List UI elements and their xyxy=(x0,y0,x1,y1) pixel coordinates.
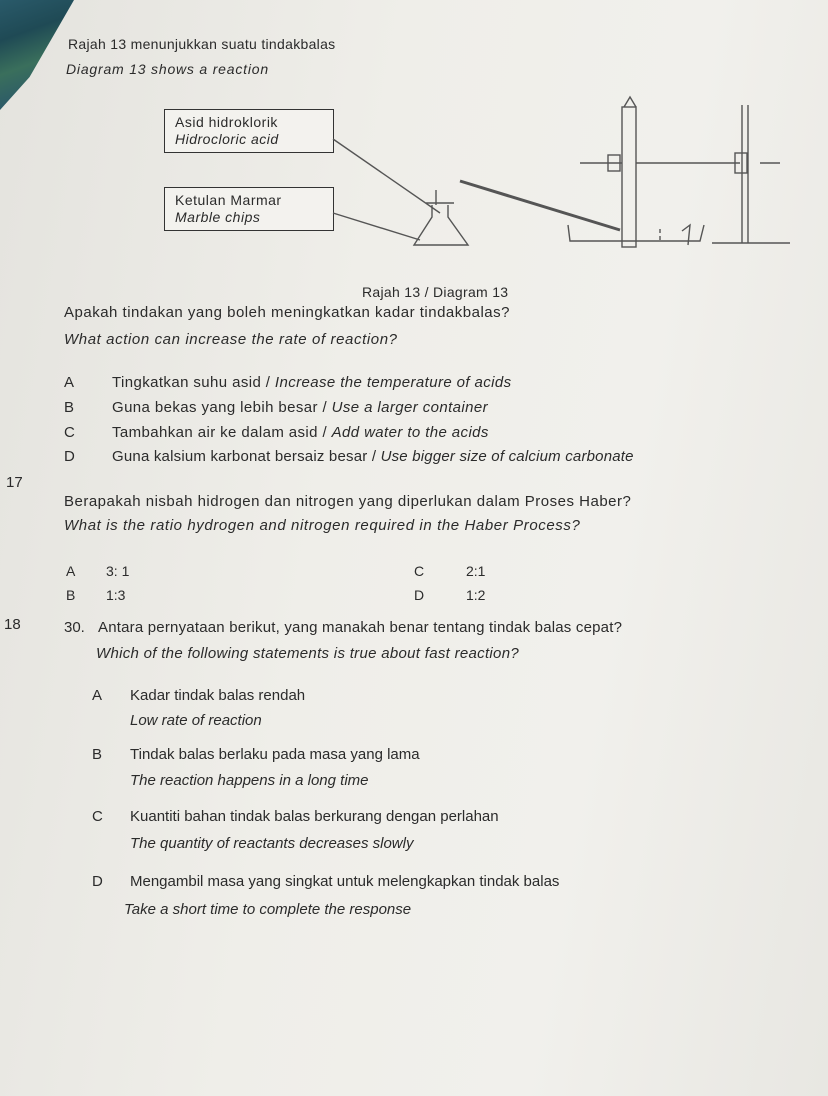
option-letter: D xyxy=(64,448,75,465)
q18-option-b-en: The reaction happens in a long time xyxy=(130,772,369,789)
option-letter: C xyxy=(64,424,75,441)
option-text: Kuantiti bahan tindak balas berkurang dengan perlahan xyxy=(130,808,499,825)
option-text: Tingkatkan suhu asid / xyxy=(112,374,275,391)
q18-number: 30. xyxy=(64,619,85,636)
option-letter: B xyxy=(66,587,76,603)
q16-option-b[interactable] xyxy=(64,399,488,416)
option-text: 2:1 xyxy=(466,563,486,579)
option-letter: D xyxy=(414,587,425,603)
label-acid-en: Hidrocloric acid xyxy=(175,131,279,147)
q17-option-c[interactable] xyxy=(414,563,485,579)
pointer-line-marble xyxy=(333,213,420,240)
option-text: 1:3 xyxy=(106,587,126,603)
option-letter: C xyxy=(92,808,103,825)
q16-question-ms: Apakah tindakan yang boleh meningkatkan kadar tindakbalas? xyxy=(64,304,510,321)
option-letter: A xyxy=(66,563,76,579)
diagram-intro-en: Diagram 13 shows a reaction xyxy=(66,61,269,77)
option-letter: A xyxy=(92,687,103,704)
q17-option-b[interactable] xyxy=(66,587,125,603)
option-text: 1:2 xyxy=(466,587,486,603)
q16-option-d[interactable] xyxy=(64,448,634,465)
apparatus-drawing xyxy=(0,95,828,285)
q18-option-a-en: Low rate of reaction xyxy=(130,712,262,729)
q18-question-en: Which of the following statements is true about fast reaction? xyxy=(96,645,519,662)
option-letter: A xyxy=(64,374,75,391)
option-text-en: Use a larger container xyxy=(331,399,489,416)
label-acid-ms: Asid hidroklorik xyxy=(175,114,278,130)
q18-option-c[interactable] xyxy=(92,808,499,825)
option-letter: C xyxy=(414,563,425,579)
caption-text: Rajah 13 / Diagram 13 xyxy=(362,284,509,300)
q18-question-ms: Antara pernyataan berikut, yang manakah benar tentang tindak balas cepat? xyxy=(98,619,623,636)
q18-option-d[interactable] xyxy=(92,873,559,890)
q16-option-c[interactable] xyxy=(64,424,489,441)
option-text: Mengambil masa yang singkat untuk melengkapkan tindak balas xyxy=(130,873,560,890)
burette xyxy=(622,107,636,247)
label-marble-en: Marble chips xyxy=(175,209,261,225)
option-text: Guna bekas yang lebih besar / xyxy=(112,399,332,416)
option-text-en: Add water to the acids xyxy=(331,424,489,441)
q17-question-ms: Berapakah nisbah hidrogen dan nitrogen yang diperlukan dalam Proses Haber? xyxy=(64,493,632,510)
pointer-line-acid xyxy=(333,139,440,213)
option-text: Guna kalsium karbonat bersaiz besar / xyxy=(112,448,381,465)
option-text: Kadar tindak balas rendah xyxy=(130,687,306,704)
delivery-tube xyxy=(460,181,620,230)
q18-option-c-en: The quantity of reactants decreases slowly xyxy=(130,835,414,852)
option-text-en: Use bigger size of calcium carbonate xyxy=(380,448,634,465)
q18-margin-number: 18 xyxy=(4,616,21,633)
diagram-intro-ms: Rajah 13 menunjukkan suatu tindakbalas xyxy=(68,36,336,52)
label-marble-ms: Ketulan Marmar xyxy=(175,192,282,208)
q17-option-d[interactable] xyxy=(414,587,485,603)
option-text: 3: 1 xyxy=(106,563,130,579)
option-text: Tambahkan air ke dalam asid / xyxy=(112,424,332,441)
q17-question-en: What is the ratio hydrogen and nitrogen required in the Haber Process? xyxy=(64,517,581,534)
q18-option-d-en: Take a short time to complete the response xyxy=(124,901,412,918)
q17-number: 17 xyxy=(6,474,23,491)
option-letter: D xyxy=(92,873,103,890)
q17-option-a[interactable] xyxy=(66,563,129,579)
q16-option-a[interactable] xyxy=(64,374,512,391)
conical-flask xyxy=(414,205,468,245)
option-text-en: Increase the temperature of acids xyxy=(274,374,512,391)
diagram-caption xyxy=(362,284,508,300)
option-letter: B xyxy=(64,399,75,416)
option-text: Tindak balas berlaku pada masa yang lama xyxy=(130,746,420,763)
q18-option-b[interactable] xyxy=(92,746,420,763)
q18-option-a[interactable] xyxy=(92,687,305,704)
option-letter: B xyxy=(92,746,103,763)
q16-question-en: What action can increase the rate of reaction? xyxy=(64,331,398,348)
